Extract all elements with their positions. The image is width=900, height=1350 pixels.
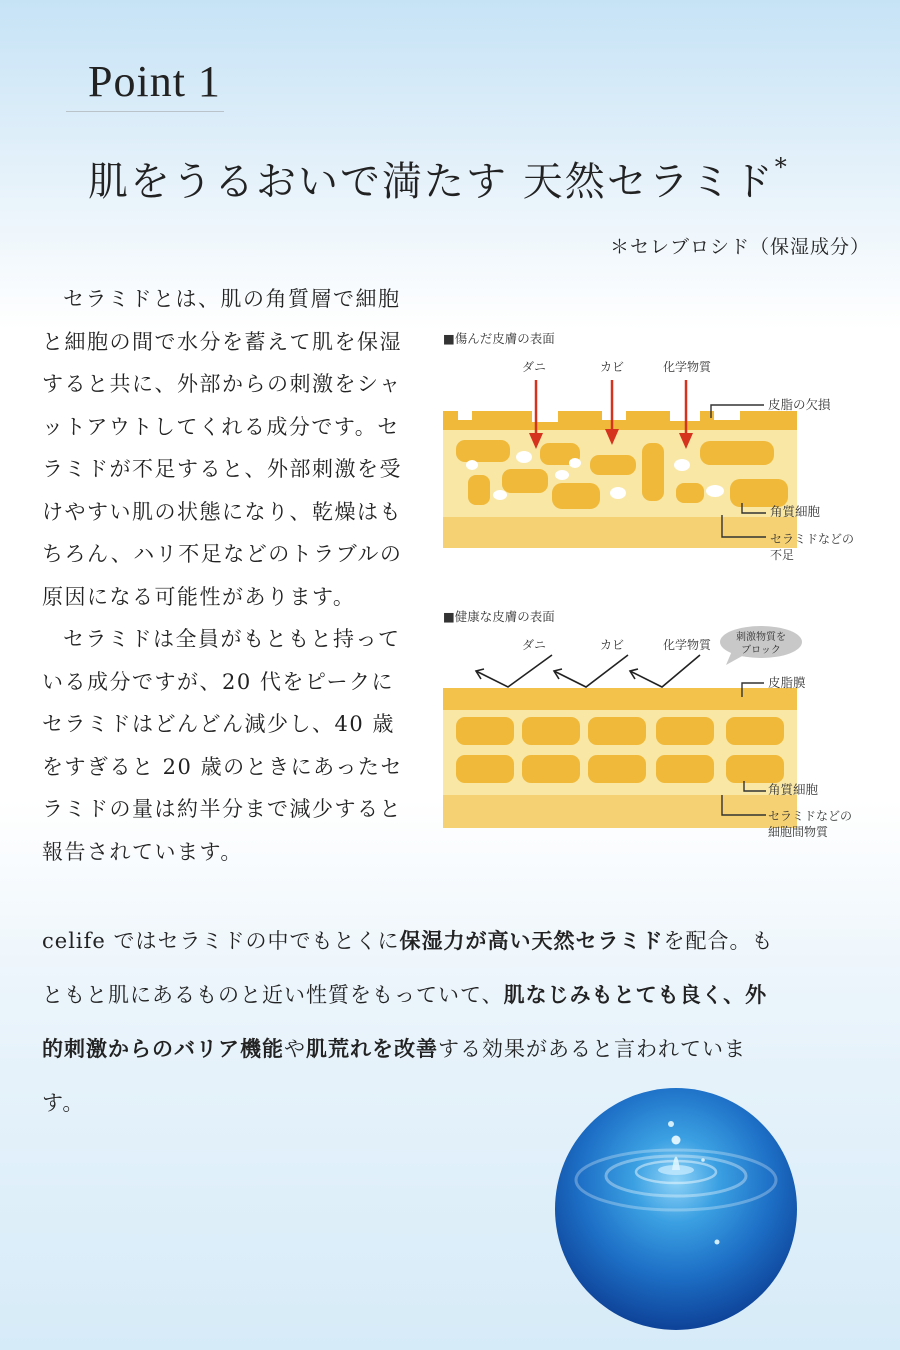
healthy-callout-sebum-film: 皮脂膜 [768,675,806,690]
healthy-callout-corneocyte: 角質細胞 [768,782,819,797]
skin-surface-diagram [440,325,880,855]
bottom-text-2: を配合。もともと肌にあるものと近い性質をもっていて、 [42,929,774,1007]
damaged-label-chemical: 化学物質 [663,360,712,374]
bottom-text-3: や [284,1037,306,1061]
damaged-callout-ceramide: セラミドなどの [770,532,855,546]
headline-mark: * [774,152,789,181]
damaged-label-dani: ダニ [522,360,547,374]
bubble-line-2: ブロック [741,645,781,656]
healthy-deflect-arrows [476,655,700,687]
damaged-callout-sebum: 皮脂の欠損 [768,397,831,412]
bubble-line-1: 刺激物質を [736,632,786,643]
damaged-skin-layer [443,411,797,548]
body-column [42,278,412,873]
damaged-callout-shortage: 不足 [770,548,795,562]
healthy-callout-intercellular: 細胞間物質 [768,825,829,839]
headline-text: 肌をうるおいで満たす 天然セラミド [88,159,775,205]
footnote: ＊セレブロシド（保湿成分） [609,236,870,258]
bottom-bold-3: 肌荒れを改善 [306,1036,438,1061]
healthy-skin-title: ■健康な皮膚の表面 [443,609,555,624]
water-droplet-image [555,1088,797,1330]
title-underline [66,111,224,112]
healthy-label-kabi: カビ [600,638,625,652]
bottom-bold-1: 保湿力が高い天然セラミド [399,928,664,953]
headline [88,150,789,207]
body-paragraph-1: セラミドとは、肌の角質層で細胞と細胞の間で水分を蓄えて肌を保湿すると共に、外部からの刺激をシャットアウトしてくれる成分です。セラミドが不足すると、外部刺激を受けやすい肌の状態になり、乾燥はもちろん、ハリ不足などのトラブルの原因になる可能性があります。 [42,287,403,609]
healthy-label-chemical: 化学物質 [663,638,712,652]
bottom-text-1: celife ではセラミドの中でもとくに [42,929,400,953]
block-bubble [720,626,802,665]
bottom-text-4: する効果があると言われています。 [42,1037,746,1115]
point-title: Point 1 [88,57,221,106]
damaged-callout-corneocyte: 角質細胞 [770,504,821,519]
healthy-skin-layer [443,688,797,828]
damaged-label-kabi: カビ [600,360,625,374]
healthy-label-dani: ダニ [522,638,547,652]
damaged-skin-title: ■傷んだ皮膚の表面 [443,331,555,346]
healthy-callout-ceramide: セラミドなどの [768,809,853,823]
body-paragraph-2: セラミドは全員がもともと持っている成分ですが、20 代をピークにセラミドはどんどん減少し、40 歳をすぎると 20 歳のときにあったセラミドの量は約半分まで減少すると報告されています。 [42,627,403,864]
water-ripple-graphic [555,1088,797,1330]
bottom-bold-2: 肌なじみもとても良く、外的刺激からのバリア機能 [42,982,768,1061]
